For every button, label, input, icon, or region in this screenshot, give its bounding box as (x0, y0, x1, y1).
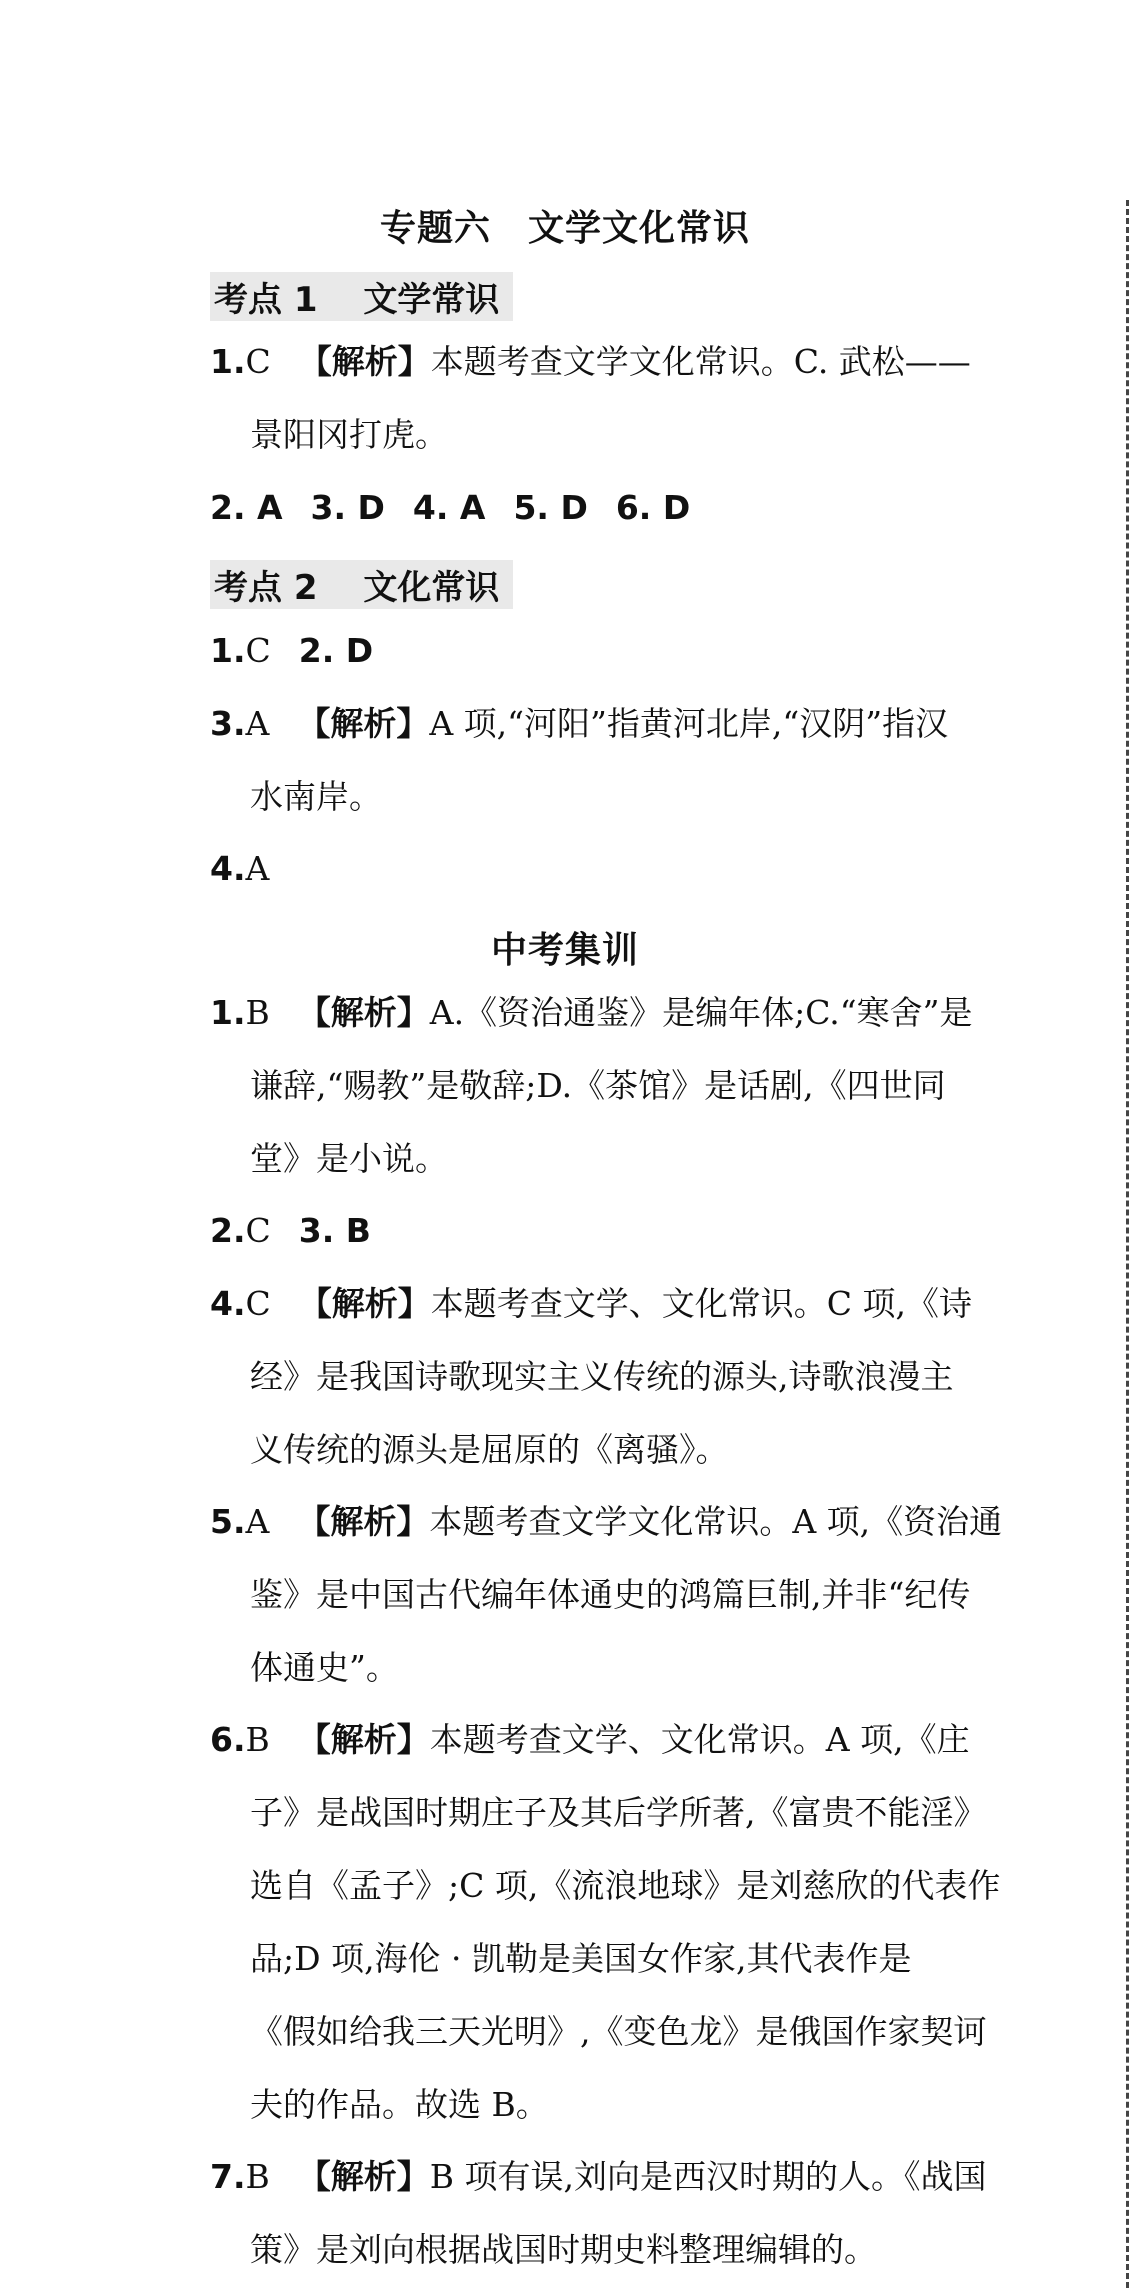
answer-choice: C (245, 342, 271, 381)
question-number: 5. (210, 1502, 246, 1541)
question-number: 2. (210, 1211, 246, 1250)
question-number: 7. (210, 2157, 246, 2196)
question-number: 1. (210, 993, 246, 1032)
answer-continuation: 夫的作品。故选 B。 (250, 2085, 549, 2124)
answer-choice: B (245, 1720, 270, 1759)
answer-choice: A (245, 704, 270, 743)
analysis-text: A.《资治通鉴》是编年体;C.“寒舍”是 (429, 993, 973, 1032)
answer-line (210, 631, 1110, 670)
question-number: 4. (210, 849, 246, 888)
answer-choice: C (245, 631, 271, 670)
analysis-text: 本题考查文学文化常识。C. 武松—— (430, 342, 971, 381)
answer-list (210, 488, 1110, 527)
chapter-title: 专题六 文学文化常识 (379, 208, 750, 249)
answer-continuation: 谦辞,“赐教”是敬辞;D.《茶馆》是话剧,《四世同 (250, 1066, 946, 1105)
answer-continuation: 水南岸。 (250, 777, 382, 816)
answer-choice: C (245, 1284, 271, 1323)
answer-continuation: 《假如给我三天光明》,《变色龙》是俄国作家契诃 (250, 2012, 987, 2051)
answer-choice: B (245, 2157, 270, 2196)
answer-choice: A (245, 849, 270, 888)
answer-continuation: 体通史”。 (250, 1648, 399, 1687)
question-number: 6. (210, 1720, 246, 1759)
answer-choice: B (245, 993, 270, 1032)
answer-line (210, 1502, 1110, 1541)
answer-line (210, 2157, 1110, 2196)
answer-line (210, 704, 1110, 743)
question-number: 1. (210, 342, 246, 381)
answer-line (210, 1284, 1110, 1323)
analysis-text: 本题考查文学、文化常识。C 项,《诗 (430, 1284, 972, 1323)
question-number: 3. (210, 704, 246, 743)
answer-continuation: 选自《孟子》;C 项,《流浪地球》是刘慈欣的代表作 (250, 1866, 1001, 1905)
analysis-tag: 【解析】 (297, 1720, 430, 1759)
analysis-text: 本题考查文学文化常识。A 项,《资治通 (429, 1502, 1003, 1541)
answer-item: 2. D (298, 631, 374, 670)
analysis-tag: 【解析】 (297, 1502, 430, 1541)
section-heading-culture: 考点 2 文化常识 (210, 560, 513, 609)
answer-item: 4. A (412, 488, 486, 527)
answer-continuation: 景阳冈打虎。 (250, 415, 448, 454)
answer-continuation: 经》是我国诗歌现实主义传统的源头,诗歌浪漫主 (250, 1357, 954, 1396)
answer-line (210, 1720, 1110, 1759)
analysis-tag: 【解析】 (298, 342, 431, 381)
column-divider (1126, 200, 1129, 2288)
analysis-text: 本题考查文学、文化常识。A 项,《庄 (429, 1720, 970, 1759)
answer-line (210, 342, 1110, 381)
answer-continuation: 堂》是小说。 (250, 1139, 448, 1178)
answer-choice: C (245, 1211, 271, 1250)
answer-item: 5. D (513, 488, 588, 527)
analysis-text: B 项有误,刘向是西汉时期的人。《战国 (429, 2157, 987, 2196)
answer-line (210, 849, 1110, 888)
answer-item: 2. A (210, 488, 283, 527)
question-number: 1. (210, 631, 246, 670)
answer-continuation: 鉴》是中国古代编年体通史的鸿篇巨制,并非“纪传 (250, 1575, 971, 1614)
answer-item: 3. D (310, 488, 385, 527)
analysis-tag: 【解析】 (297, 2157, 430, 2196)
analysis-tag: 【解析】 (298, 1284, 431, 1323)
question-number: 4. (210, 1284, 246, 1323)
answer-item: 3. B (298, 1211, 371, 1250)
answer-continuation: 子》是战国时期庄子及其后学所著,《富贵不能淫》 (250, 1793, 987, 1832)
analysis-text: A 项,“河阳”指黄河北岸,“汉阴”指汉 (429, 704, 949, 743)
answer-line (210, 1211, 1110, 1250)
practice-heading: 中考集训 (490, 930, 639, 971)
analysis-tag: 【解析】 (297, 704, 430, 743)
analysis-tag: 【解析】 (297, 993, 430, 1032)
answer-continuation: 义传统的源头是屈原的《离骚》。 (250, 1430, 729, 1469)
answer-line (210, 993, 1110, 1032)
answer-continuation: 品;D 项,海伦 · 凯勒是美国女作家,其代表作是 (250, 1939, 912, 1978)
answer-item: 6. D (615, 488, 691, 527)
answer-choice: A (245, 1502, 270, 1541)
section-heading-literature: 考点 1 文学常识 (210, 272, 513, 321)
answer-continuation: 策》是刘向根据战国时期史料整理编辑的。 (250, 2230, 877, 2269)
